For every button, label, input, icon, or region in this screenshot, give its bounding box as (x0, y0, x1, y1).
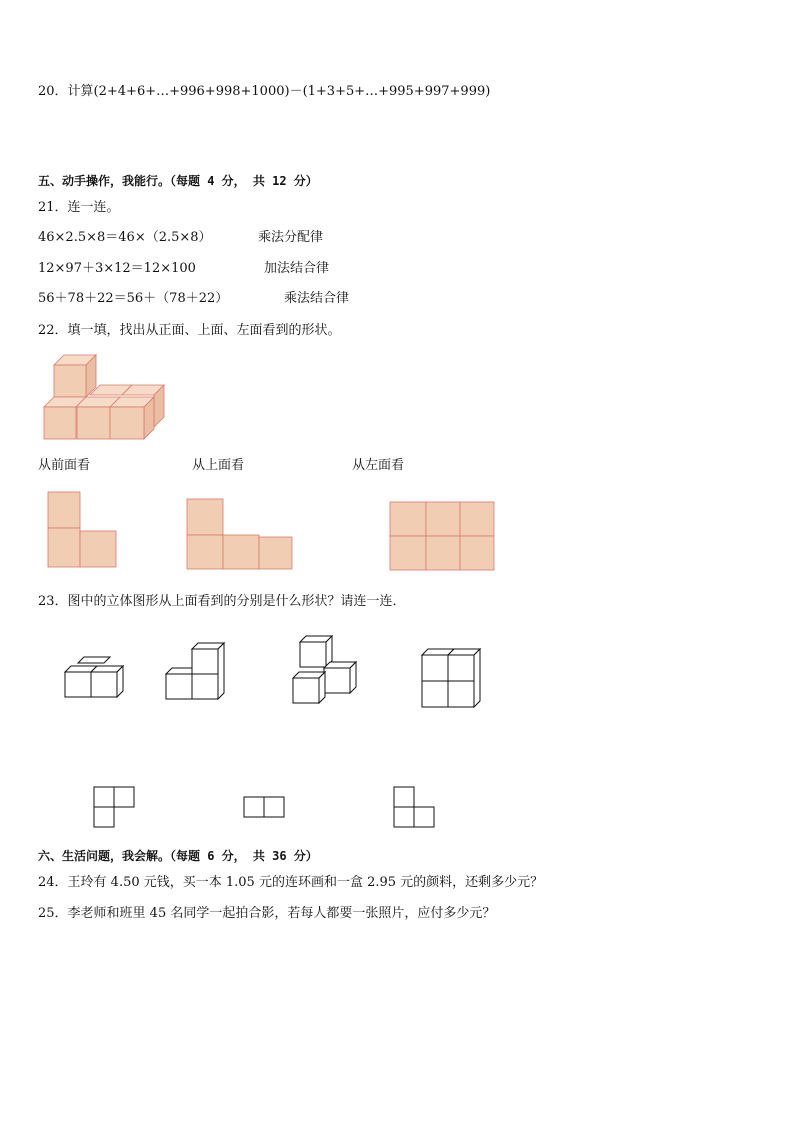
question-24: 24．王玲有 4.50 元钱，买一本 1.05 元的连环画和一盒 2.95 元的颜料，还剩多少元？ (38, 875, 544, 890)
solid-figure-3 (292, 635, 358, 705)
top-view-option-1 (93, 786, 137, 830)
top-view-option-2 (243, 796, 287, 820)
question-20: 20．计算(2+4+6+…+996+998+1000)－(1+3+5+…+995+997+999) (38, 84, 491, 99)
cube-stack-3d (40, 355, 175, 445)
equation-3: 56＋78＋22＝56＋（78＋22） (38, 291, 229, 306)
law-label-2: 加法结合律 (264, 261, 330, 276)
top-view-option-3 (393, 786, 437, 830)
solid-figure-4 (421, 647, 483, 709)
law-label-3: 乘法结合律 (284, 291, 350, 306)
question-25: 25．李老师和班里 45 名同学一起拍合影，若每人都要一张照片，应付多少元？ (38, 906, 496, 921)
question-23-prompt: 23．图中的立体图形从上面看到的分别是什么形状？请连一连． (38, 594, 406, 609)
law-label-1: 乘法分配律 (258, 230, 324, 245)
view-label-left: 从左面看 (352, 458, 405, 473)
solid-figure-1 (64, 655, 126, 699)
left-view-shape (390, 502, 496, 572)
equation-1: 46×2.5×8＝46×（2.5×8） (38, 230, 212, 245)
view-label-top: 从上面看 (192, 458, 245, 473)
section-6-heading: 六、生活问题，我会解。（每题 6 分， 共 36 分） (38, 849, 318, 863)
front-view-shape (48, 492, 118, 568)
question-21-prompt: 21．连一连。 (38, 200, 120, 215)
top-view-shape (187, 499, 295, 571)
section-5-heading: 五、动手操作，我能行。（每题 4 分， 共 12 分） (38, 174, 318, 188)
view-label-front: 从前面看 (38, 458, 91, 473)
question-22-prompt: 22．填一填，找出从正面、上面、左面看到的形状。 (38, 323, 341, 338)
solid-figure-2 (165, 640, 227, 702)
equation-2: 12×97＋3×12＝12×100 (38, 261, 196, 276)
